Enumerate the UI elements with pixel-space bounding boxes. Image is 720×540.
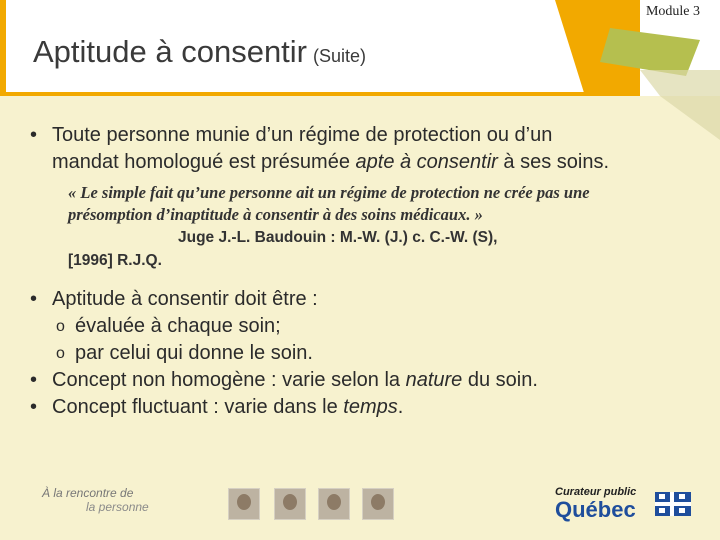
portrait-photo — [228, 488, 260, 520]
footer-tagline — [42, 486, 149, 514]
portrait-photo — [318, 488, 350, 520]
corner-decoration — [0, 0, 720, 140]
module-label: Module 3 — [645, 4, 700, 19]
footer-tagline-line1: À la rencontre de — [42, 486, 134, 500]
curateur-public-logo — [555, 486, 695, 523]
bullet-fluctuating-text: Concept fluctuant : varie dans le — [52, 396, 344, 418]
page-title — [33, 34, 366, 70]
bullet-fluctuating-emphasis: temps — [343, 396, 398, 418]
quote-block — [30, 182, 610, 272]
bullet-non-homogeneous — [30, 367, 610, 394]
portrait-photo — [274, 488, 306, 520]
slide-content — [30, 122, 610, 421]
page-title-main: Aptitude à consentir — [33, 34, 308, 69]
logo-curateur-text: Curateur public — [555, 486, 637, 498]
bullet-presumption — [30, 122, 610, 176]
bullet-fluctuating-end: . — [397, 396, 404, 418]
sub-item-each-care: o évaluée à chaque soin; — [30, 313, 610, 340]
bullet-non-homogeneous-text: Concept non homogène : varie selon la — [52, 369, 406, 391]
portrait-photo — [362, 488, 394, 520]
bullet-aptitude-text: Aptitude à consentir doit être : — [52, 288, 318, 310]
quote-reference-line2: [1996] R.J.Q. — [68, 252, 162, 269]
page-title-suffix: (Suite) — [313, 46, 367, 66]
bullet-fluctuating — [30, 394, 610, 421]
bullet-non-homogeneous-emphasis: nature — [405, 369, 463, 391]
bullet-aptitude — [30, 286, 610, 313]
pale-corner-shape — [640, 70, 720, 140]
quote-reference-line1: Juge J.-L. Baudouin : M.-W. (J.) c. C.-W. (S), — [178, 229, 498, 246]
bullet-presumption-text: Toute personne munie d’un régime de protection ou d’un mandat homologué est présumée — [52, 124, 553, 173]
footer-tagline-line2: la personne — [86, 500, 149, 514]
logo-quebec-text: Québec — [555, 497, 636, 522]
bullet-non-homogeneous-end: du soin. — [462, 369, 538, 391]
legal-quote: « Le simple fait qu’une personne ait un régime de protection ne crée pas une présomption d’inaptitude à consentir à des soins médicaux. » — [68, 183, 590, 224]
quebec-flag-icon — [655, 492, 691, 516]
sub-item-caregiver: o par celui qui donne le soin. — [30, 340, 610, 367]
bullet-presumption-end: à ses soins. — [497, 151, 610, 173]
bullet-presumption-emphasis: apte à consentir — [355, 151, 498, 173]
quote-reference — [68, 226, 610, 272]
